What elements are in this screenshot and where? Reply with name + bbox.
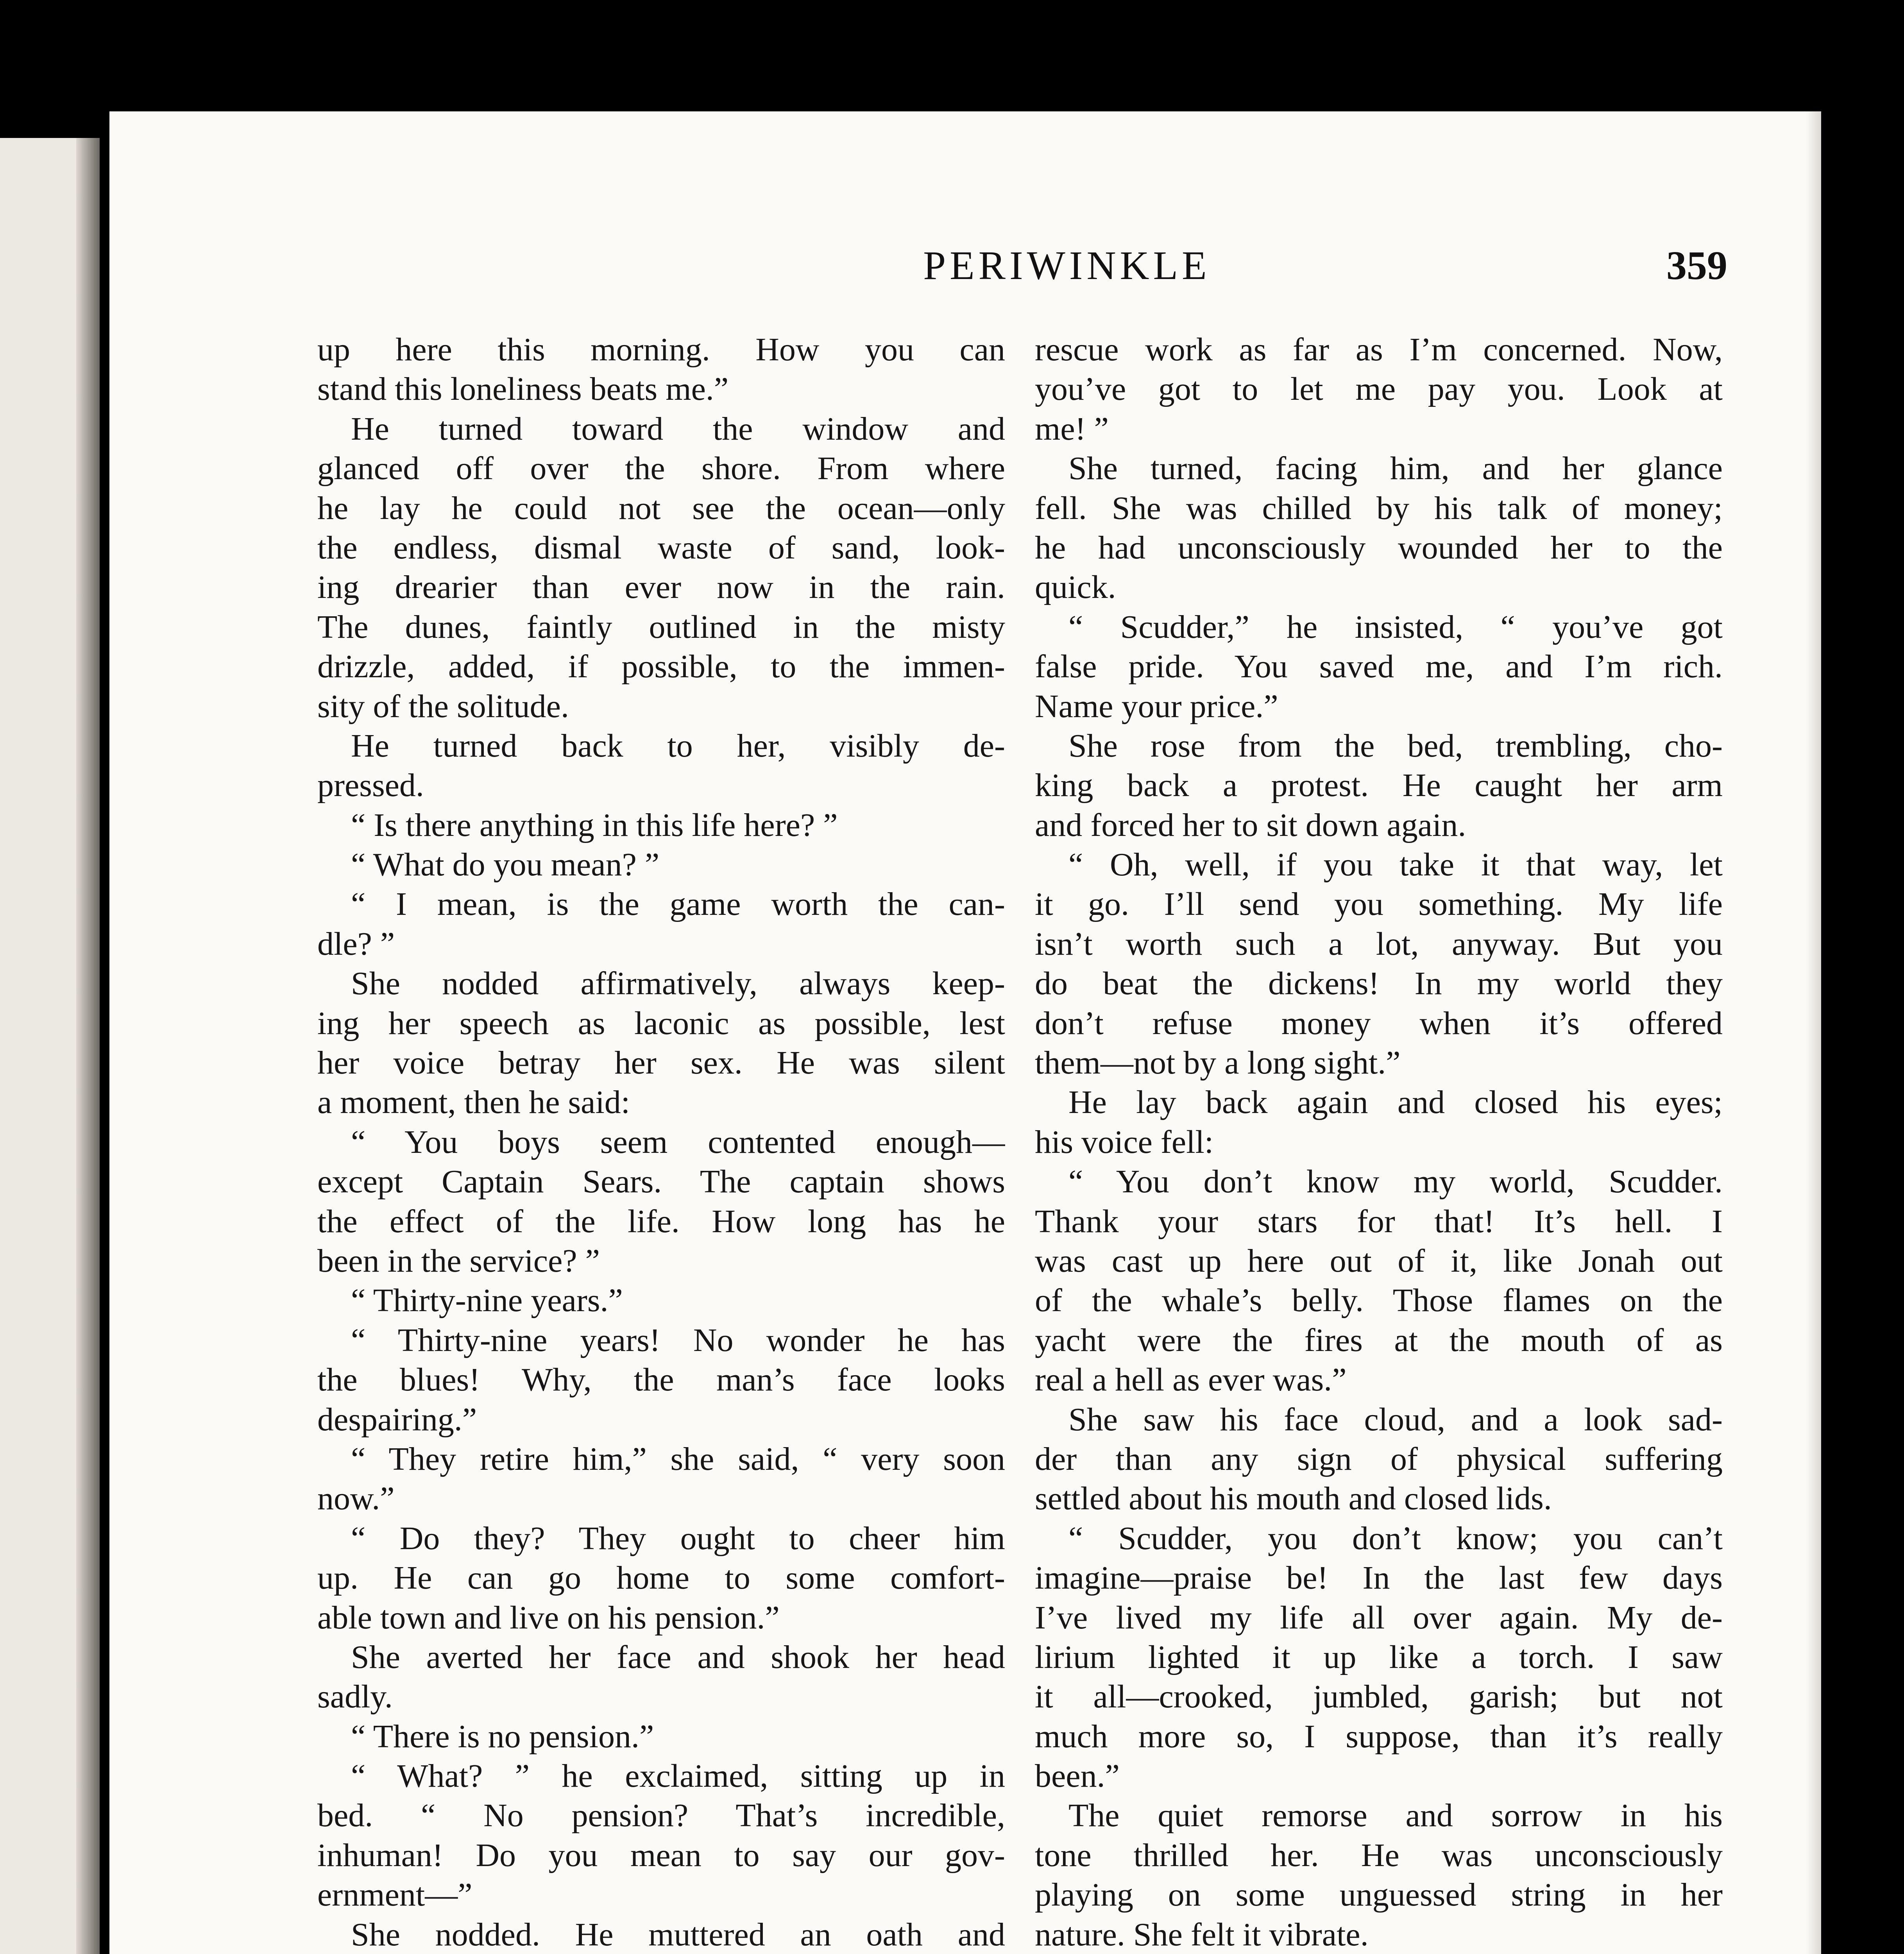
text-line: up. He can go home to some comfort- xyxy=(317,1560,1005,1596)
page-number: 359 xyxy=(1666,243,1727,288)
text-line: tone thrilled her. He was unconsciously xyxy=(1035,1837,1723,1873)
text-line: The quiet remorse and sorrow in his xyxy=(1068,1797,1723,1834)
text-line: me! ” xyxy=(1035,410,1109,447)
text-line: “ Scudder,” he insisted, “ you’ve got xyxy=(1068,608,1723,645)
text-line: quick. xyxy=(1035,569,1116,606)
text-line: was cast up here out of it, like Jonah out xyxy=(1035,1242,1723,1279)
text-line: it go. I’ll send you something. My life xyxy=(1035,886,1723,923)
text-line: “ You boys seem contented enough— xyxy=(351,1124,1005,1160)
text-line: now.” xyxy=(317,1480,395,1517)
text-line: sadly. xyxy=(317,1678,393,1715)
text-line: the endless, dismal waste of sand, look- xyxy=(317,529,1005,566)
text-line: the effect of the life. How long has he xyxy=(317,1203,1005,1240)
text-line: rescue work as far as I’m concerned. Now, xyxy=(1035,331,1723,368)
text-line: able town and live on his pension.” xyxy=(317,1599,780,1636)
text-line: false pride. You saved me, and I’m rich. xyxy=(1035,648,1723,685)
text-line: pressed. xyxy=(317,767,424,804)
text-line: except Captain Sears. The captain shows xyxy=(317,1163,1005,1200)
text-line: “ Thirty-nine years.” xyxy=(351,1282,623,1319)
text-line: “ They retire him,” she said, “ very soon xyxy=(351,1440,1005,1477)
text-line: “ I mean, is the game worth the can- xyxy=(351,886,1005,923)
text-line: been.” xyxy=(1035,1758,1120,1795)
text-line: stand this loneliness beats me.” xyxy=(317,371,729,408)
text-line: up here this morning. How you can xyxy=(317,331,1005,368)
text-line: her voice betray her sex. He was silent xyxy=(317,1045,1005,1081)
text-line: ernment—” xyxy=(317,1877,472,1913)
text-line: “ Thirty-nine years! No wonder he has xyxy=(351,1322,1005,1358)
text-line: his voice fell: xyxy=(1035,1124,1214,1160)
text-line: much more so, I suppose, than it’s really xyxy=(1035,1718,1723,1755)
text-line: it all—crooked, jumbled, garish; but not xyxy=(1035,1678,1723,1715)
text-line: Name your price.” xyxy=(1035,688,1278,725)
text-line: he lay he could not see the ocean—only xyxy=(317,490,1005,526)
text-line: “ There is no pension.” xyxy=(351,1718,654,1755)
text-line: lirium lighted it up like a torch. I saw xyxy=(1035,1639,1723,1675)
text-line: despairing.” xyxy=(317,1401,477,1438)
text-line: dle? ” xyxy=(317,925,395,962)
text-line: them—not by a long sight.” xyxy=(1035,1045,1401,1081)
text-line: bed. “ No pension? That’s incredible, xyxy=(317,1797,1005,1834)
text-line: ing drearier than ever now in the rain. xyxy=(317,569,1005,606)
text-line: She turned, facing him, and her glance xyxy=(1068,450,1723,487)
text-line: She rose from the bed, trembling, cho- xyxy=(1068,727,1723,764)
text-line: “ What? ” he exclaimed, sitting up in xyxy=(351,1758,1005,1795)
text-line: The dunes, faintly outlined in the misty xyxy=(317,608,1005,645)
text-line: you’ve got to let me pay you. Look at xyxy=(1035,371,1723,408)
text-line: of the whale’s belly. Those flames on the xyxy=(1035,1282,1723,1319)
text-line: She averted her face and shook her head xyxy=(351,1639,1005,1675)
text-line: fell. She was chilled by his talk of money; xyxy=(1035,490,1723,526)
text-line: real a hell as ever was.” xyxy=(1035,1362,1347,1398)
text-line: imagine—praise be! In the last few days xyxy=(1035,1560,1723,1596)
text-line: he had unconsciously wounded her to the xyxy=(1035,529,1723,566)
text-line: drizzle, added, if possible, to the immen- xyxy=(317,648,1005,685)
text-line: “ Is there anything in this life here? ” xyxy=(351,807,838,843)
text-line: He turned back to her, visibly de- xyxy=(351,727,1005,764)
text-line: and forced her to sit down again. xyxy=(1035,807,1466,843)
running-head-title: PERIWINKLE xyxy=(923,243,1211,288)
text-line: “ Scudder, you don’t know; you can’t xyxy=(1068,1520,1723,1557)
text-line: sity of the solitude. xyxy=(317,688,569,725)
facing-page-edge xyxy=(0,138,87,1954)
text-line: “ What do you mean? ” xyxy=(351,846,660,883)
text-line: He lay back again and closed his eyes; xyxy=(1068,1084,1723,1121)
text-line: He turned toward the window and xyxy=(351,410,1005,447)
text-line: glanced off over the shore. From where xyxy=(317,450,1005,487)
text-line: playing on some unguessed string in her xyxy=(1035,1877,1723,1913)
text-line: inhuman! Do you mean to say our gov- xyxy=(317,1837,1005,1873)
text-line: “ You don’t know my world, Scudder. xyxy=(1068,1163,1723,1200)
text-line: don’t refuse money when it’s offered xyxy=(1035,1005,1723,1041)
gutter-shadow xyxy=(76,138,100,1954)
text-line: been in the service? ” xyxy=(317,1242,600,1279)
text-line: yacht were the fires at the mouth of as xyxy=(1035,1322,1723,1358)
text-line: king back a protest. He caught her arm xyxy=(1035,767,1723,804)
text-line: the blues! Why, the man’s face looks xyxy=(317,1362,1005,1398)
text-line: Thank your stars for that! It’s hell. I xyxy=(1035,1203,1723,1240)
text-line: I’ve lived my life all over again. My de- xyxy=(1035,1599,1723,1636)
text-line: nature. She felt it vibrate. xyxy=(1035,1916,1369,1953)
text-column-left xyxy=(317,330,1005,1954)
text-line: der than any sign of physical suffering xyxy=(1035,1440,1723,1477)
text-column-right xyxy=(1035,330,1723,1954)
text-line: isn’t worth such a lot, anyway. But you xyxy=(1035,925,1723,962)
text-line: “ Do they? They ought to cheer him xyxy=(351,1520,1005,1557)
text-line: She nodded. He muttered an oath and xyxy=(351,1916,1005,1953)
text-line: a moment, then he said: xyxy=(317,1084,630,1121)
text-line: She nodded affirmatively, always keep- xyxy=(351,965,1005,1002)
text-line: ing her speech as laconic as possible, lest xyxy=(317,1005,1005,1041)
text-line: settled about his mouth and closed lids. xyxy=(1035,1480,1552,1517)
page-edge-shadow xyxy=(1806,111,1821,1954)
text-line: do beat the dickens! In my world they xyxy=(1035,965,1723,1002)
text-line: She saw his face cloud, and a look sad- xyxy=(1068,1401,1723,1438)
text-line: “ Oh, well, if you take it that way, let xyxy=(1068,846,1723,883)
